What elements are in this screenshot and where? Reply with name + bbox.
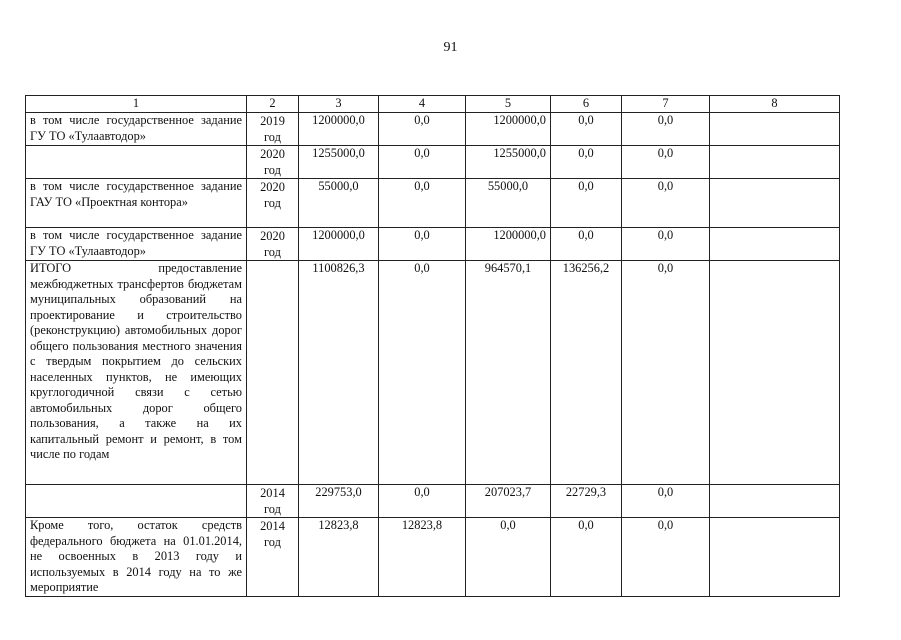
cell-col5: 1255000,0	[466, 146, 551, 179]
cell-col8	[710, 146, 840, 179]
cell-col5: 0,0	[466, 518, 551, 597]
cell-col7: 0,0	[622, 228, 710, 261]
cell-col8	[710, 518, 840, 597]
cell-col3: 55000,0	[299, 179, 379, 228]
table-row	[26, 179, 840, 228]
cell-col5: 1200000,0	[466, 113, 551, 146]
cell-col3: 12823,8	[299, 518, 379, 597]
cell-col4: 0,0	[379, 485, 466, 518]
cell-col3: 1100826,3	[299, 261, 379, 485]
row-description: в том числе государственное задание ГАУ ТО «Проектная контора»	[26, 179, 247, 228]
cell-col6: 0,0	[551, 146, 622, 179]
header-cell-5: 5	[466, 96, 551, 113]
cell-col3: 1200000,0	[299, 228, 379, 261]
table-row	[26, 261, 840, 485]
header-cell-7: 7	[622, 96, 710, 113]
row-description	[26, 146, 247, 179]
table-row	[26, 485, 840, 518]
table-row	[26, 518, 840, 597]
header-cell-4: 4	[379, 96, 466, 113]
cell-col7: 0,0	[622, 518, 710, 597]
cell-col5: 964570,1	[466, 261, 551, 485]
cell-col3: 1255000,0	[299, 146, 379, 179]
row-description: Кроме того, остаток средств федерального бюджета на 01.01.2014, не освоенных в 2013 году и используемых в 2014 году на то же мероприятие	[26, 518, 247, 597]
cell-col5: 207023,7	[466, 485, 551, 518]
cell-col6: 0,0	[551, 518, 622, 597]
row-year: 2020 год	[247, 228, 299, 261]
header-cell-8: 8	[710, 96, 840, 113]
cell-col8	[710, 485, 840, 518]
cell-col6: 22729,3	[551, 485, 622, 518]
row-year: 2020 год	[247, 146, 299, 179]
table-row	[26, 228, 840, 261]
row-description: в том числе государственное задание ГУ ТО «Тулаавтодор»	[26, 228, 247, 261]
header-cell-2: 2	[247, 96, 299, 113]
cell-col8	[710, 113, 840, 146]
cell-col5: 1200000,0	[466, 228, 551, 261]
row-description: в том числе государственное задание ГУ ТО «Тулаавтодор»	[26, 113, 247, 146]
row-year: 2020 год	[247, 179, 299, 228]
cell-col8	[710, 228, 840, 261]
cell-col3: 229753,0	[299, 485, 379, 518]
row-year: 2019 год	[247, 113, 299, 146]
header-row	[26, 96, 840, 113]
cell-col3: 1200000,0	[299, 113, 379, 146]
cell-col7: 0,0	[622, 113, 710, 146]
cell-col7: 0,0	[622, 179, 710, 228]
page-number: 91	[443, 40, 458, 55]
cell-col5: 55000,0	[466, 179, 551, 228]
cell-col4: 0,0	[379, 179, 466, 228]
row-year: 2014 год	[247, 518, 299, 597]
header-cell-6: 6	[551, 96, 622, 113]
cell-col7: 0,0	[622, 485, 710, 518]
row-year: 2014 год	[247, 485, 299, 518]
cell-col6: 0,0	[551, 228, 622, 261]
cell-col7: 0,0	[622, 261, 710, 485]
header-cell-1: 1	[26, 96, 247, 113]
cell-col7: 0,0	[622, 146, 710, 179]
cell-col6: 136256,2	[551, 261, 622, 485]
header-cell-3: 3	[299, 96, 379, 113]
cell-col4: 0,0	[379, 113, 466, 146]
cell-col8	[710, 179, 840, 228]
table-row	[26, 113, 840, 146]
cell-col4: 0,0	[379, 261, 466, 485]
table-row	[26, 146, 840, 179]
cell-col4: 12823,8	[379, 518, 466, 597]
cell-col6: 0,0	[551, 113, 622, 146]
row-description	[26, 485, 247, 518]
cell-col6: 0,0	[551, 179, 622, 228]
budget-table	[25, 95, 840, 597]
cell-col4: 0,0	[379, 146, 466, 179]
row-description: ИТОГО предоставление межбюджетных трансфертов бюджетам муниципальных образований на проектирование и строительство (реконструкцию) автомобильных дорог общего пользования местного значения с твердым покрытием до сельских населенных пунктов, не имеющих круглогодичной связи с сетью автомобильных дорог общего пользования, а также на их капитальный ремонт и ремонт, в том числе по годам	[26, 261, 247, 485]
cell-col4: 0,0	[379, 228, 466, 261]
cell-col8	[710, 261, 840, 485]
row-year	[247, 261, 299, 485]
